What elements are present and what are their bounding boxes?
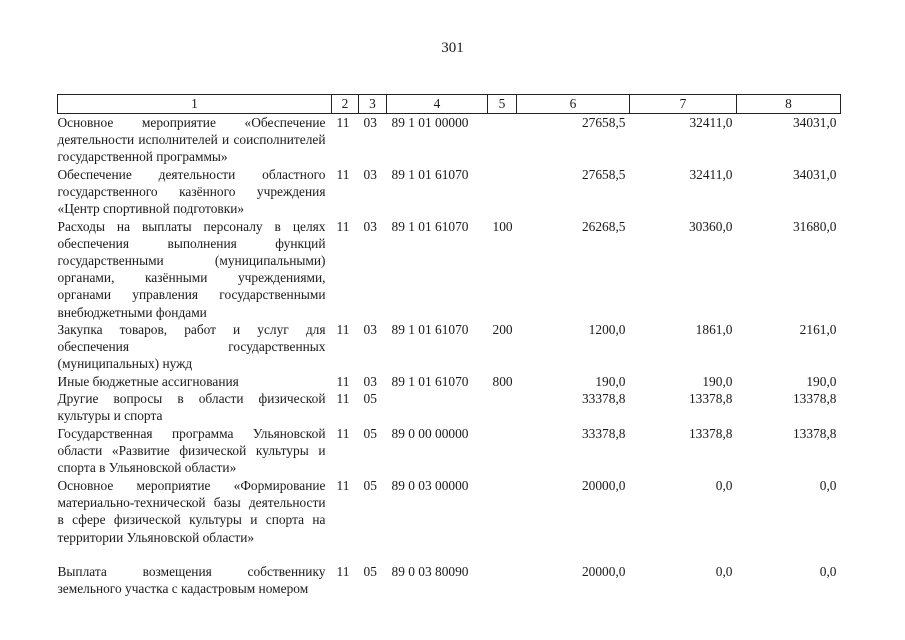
row-description: Закупка товаров, работ и услуг для обеспечения государственных (муниципальных) нужд [57, 321, 326, 372]
expense-type-code [488, 477, 517, 563]
expense-type-code: 800 [492, 373, 513, 389]
amount-year-2: 13378,8 [688, 391, 733, 407]
row-description: Выплата возмещения собственнику земельного участка с кадастровым номером [57, 564, 326, 597]
section-code: 11 [336, 166, 350, 182]
target-article-code: 89 0 03 00000 [391, 478, 469, 494]
expense-type-code: 100 [492, 218, 513, 234]
budget-table [57, 94, 841, 603]
table-row [58, 166, 841, 218]
target-article-code: 89 1 01 61070 [391, 166, 469, 182]
table-row [58, 425, 841, 477]
subsection-code: 03 [363, 373, 377, 389]
section-code: 11 [336, 564, 350, 580]
subsection-code: 03 [363, 115, 377, 130]
subsection-code: 05 [363, 478, 377, 494]
target-article-code: 89 1 01 00000 [391, 115, 469, 130]
amount-year-1: 20000,0 [581, 564, 626, 580]
table-row [58, 563, 841, 603]
amount-year-3: 31680,0 [792, 218, 837, 234]
amount-year-2: 32411,0 [689, 115, 733, 130]
table-row [58, 390, 841, 425]
expense-type-code: 200 [492, 321, 513, 337]
target-article-code: 89 1 01 61070 [391, 218, 469, 234]
amount-year-2: 13378,8 [688, 426, 733, 442]
row-description: Другие вопросы в области физической культуры и спорта [57, 391, 326, 424]
expense-type-code [488, 390, 517, 425]
subsection-code: 03 [363, 166, 377, 182]
table-row [58, 477, 841, 563]
row-description: Обеспечение деятельности областного государственного казённого учреждения «Центр спортивной подготовки» [57, 166, 326, 217]
column-header: 3 [359, 95, 387, 114]
table-row [58, 321, 841, 373]
table-row [58, 373, 841, 390]
amount-year-2: 0,0 [715, 478, 733, 494]
amount-year-3: 0,0 [819, 478, 837, 494]
section-code: 11 [336, 218, 350, 234]
column-header: 7 [630, 95, 737, 114]
expense-type-code [488, 114, 517, 166]
subsection-code: 05 [363, 564, 377, 580]
expense-type-code [488, 563, 517, 603]
table-header-row [58, 95, 841, 114]
amount-year-3: 34031,0 [792, 166, 837, 182]
row-description: Основное мероприятие «Обеспечение деятельности исполнителей и соисполнителей государственной программы» [57, 115, 326, 165]
column-header: 5 [488, 95, 517, 114]
column-header: 1 [58, 95, 332, 114]
expense-type-code [488, 166, 517, 218]
amount-year-3: 13378,8 [792, 391, 837, 407]
subsection-code: 05 [363, 426, 377, 442]
amount-year-3: 0,0 [819, 564, 837, 580]
amount-year-1: 190,0 [595, 373, 626, 389]
row-description: Государственная программа Ульяновской области «Развитие физической культуры и спорта в Ульяновской области» [57, 426, 326, 476]
target-article-code: 89 1 01 61070 [391, 373, 469, 389]
column-header: 6 [517, 95, 630, 114]
row-description: Иные бюджетные ассигнования [57, 373, 239, 389]
table-row [58, 114, 841, 166]
expense-type-code [488, 425, 517, 477]
subsection-code: 03 [363, 218, 377, 234]
column-header: 4 [387, 95, 488, 114]
amount-year-2: 1861,0 [695, 321, 733, 337]
target-article-code: 89 0 00 00000 [391, 426, 469, 442]
target-article-code: 89 1 01 61070 [391, 321, 469, 337]
amount-year-1: 27658,5 [581, 115, 626, 130]
row-description: Основное мероприятие «Формирование материально-технической базы деятельности в сфере физической культуры и спорта на территории Ульяновской области» [57, 478, 326, 545]
amount-year-3: 2161,0 [799, 321, 837, 337]
amount-year-1: 33378,8 [581, 391, 626, 407]
page-number: 301 [441, 40, 464, 56]
target-article-code [387, 390, 488, 425]
subsection-code: 03 [363, 321, 377, 337]
amount-year-1: 27658,5 [581, 166, 626, 182]
row-description: Расходы на выплаты персоналу в целях обеспечения выполнения функций государственными (муниципальными) органами, казёнными учреждениями, органами управления государственными внебюджетными фондами [57, 218, 326, 320]
section-code: 11 [336, 478, 350, 494]
amount-year-3: 190,0 [806, 373, 837, 389]
table-row [58, 218, 841, 321]
section-code: 11 [336, 426, 350, 442]
amount-year-2: 190,0 [702, 373, 733, 389]
section-code: 11 [336, 391, 350, 407]
amount-year-1: 20000,0 [581, 478, 626, 494]
section-code: 11 [336, 321, 350, 337]
column-header: 8 [737, 95, 841, 114]
amount-year-2: 32411,0 [689, 166, 733, 182]
amount-year-1: 1200,0 [588, 321, 626, 337]
column-header: 2 [332, 95, 359, 114]
target-article-code: 89 0 03 80090 [391, 564, 469, 580]
amount-year-2: 30360,0 [688, 218, 733, 234]
amount-year-2: 0,0 [715, 564, 733, 580]
subsection-code: 05 [363, 391, 377, 407]
section-code: 11 [336, 373, 350, 389]
amount-year-1: 33378,8 [581, 426, 626, 442]
amount-year-1: 26268,5 [581, 218, 626, 234]
section-code: 11 [336, 115, 350, 130]
amount-year-3: 34031,0 [792, 115, 837, 130]
amount-year-3: 13378,8 [792, 426, 837, 442]
